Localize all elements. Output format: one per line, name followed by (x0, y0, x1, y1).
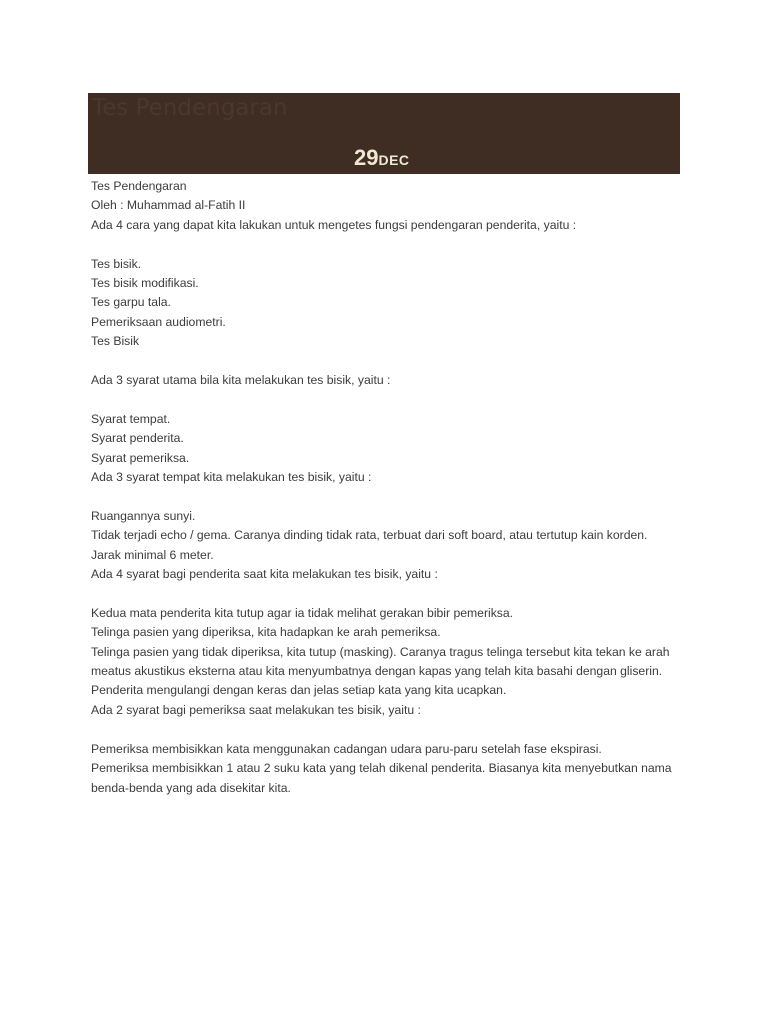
list-item: Tes bisik modifikasi. (91, 276, 199, 291)
post-title: Tes Pendengaran (92, 95, 288, 121)
list-item: Telinga pasien yang tidak diperiksa, kita tutup (masking). Caranya tragus telinga tersebut kita tekan ke arah meatus akustikus eksterna atau kita menyumbatnya dengan kapas yang telah kita basahi dengan gliserin. (91, 644, 670, 679)
list-item: Syarat tempat. (91, 411, 171, 426)
list-item: Syarat pemeriksa. (91, 450, 190, 465)
section-heading: Tes Bisik (91, 334, 140, 349)
blank-line (91, 235, 681, 254)
article-body (91, 177, 681, 798)
blank-line (91, 352, 681, 371)
list-item: Tes garpu tala. (91, 295, 171, 310)
list-item: Jarak minimal 6 meter. (91, 547, 214, 562)
paragraph-line: Ada 3 syarat tempat kita melakukan tes bisik, yaitu : (91, 470, 372, 485)
date-month: DEC (378, 152, 410, 168)
list-item: Penderita mengulangi dengan keras dan jelas setiap kata yang kita ucapkan. (91, 683, 507, 698)
paragraph-line: Ada 4 syarat bagi penderita saat kita melakukan tes bisik, yaitu : (91, 567, 438, 582)
blank-line (91, 720, 681, 739)
list-item: Pemeriksa membisikkan 1 atau 2 suku kata yang telah dikenal penderita. Biasanya kita menyebutkan nama benda-benda yang ada disekitar kita. (91, 761, 672, 795)
post-date (354, 145, 410, 174)
blank-line (91, 584, 681, 603)
paragraph-line: Ada 3 syarat utama bila kita melakukan tes bisik, yaitu : (91, 373, 391, 388)
date-day: 29 (354, 145, 379, 170)
list-item: Ruangannya sunyi. (91, 508, 196, 523)
paragraph-line: Ada 2 syarat bagi pemeriksa saat melakukan tes bisik, yaitu : (91, 702, 421, 717)
list-item: Pemeriksaan audiometri. (91, 314, 226, 329)
list-item: Kedua mata penderita kita tutup agar ia tidak melihat gerakan bibir pemeriksa. (91, 605, 514, 620)
post-header (88, 93, 680, 174)
blank-line (91, 390, 681, 409)
paragraph-line: Tes Pendengaran (91, 179, 187, 193)
list-item: Tidak terjadi echo / gema. Caranya dinding tidak rata, terbuat dari soft board, atau tertutup kain korden. (91, 528, 648, 543)
list-item: Tes bisik. (91, 256, 142, 271)
list-item: Pemeriksa membisikkan kata menggunakan cadangan udara paru-paru setelah fase ekspirasi. (91, 741, 602, 756)
paragraph-line: Oleh : Muhammad al-Fatih II (91, 198, 246, 213)
blank-line (91, 487, 681, 506)
list-item: Telinga pasien yang diperiksa, kita hadapkan ke arah pemeriksa. (91, 625, 441, 640)
paragraph-line: Ada 4 cara yang dapat kita lakukan untuk mengetes fungsi pendengaran penderita, yaitu : (91, 217, 577, 232)
list-item: Syarat penderita. (91, 431, 184, 446)
